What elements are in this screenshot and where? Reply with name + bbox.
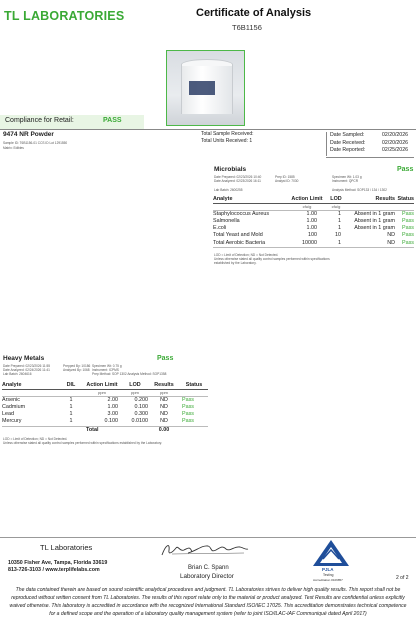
microbials-meta-right [332,175,387,192]
director-name: Brian C. Spann [188,565,229,571]
table-row [213,232,414,239]
col-header: LOD [330,196,342,202]
meta-line: Analysis Method: SOP133 / 134 / 1302 [332,188,387,192]
pjla-text: PJLA [322,567,334,572]
lod-cell: 1 [338,225,341,232]
status-cell: Pass [402,239,414,246]
result-cell: Absent in 1 gram [354,217,395,224]
footer-address: 10350 Fisher Ave, Tampa, Florida 33619 [8,560,108,566]
status-cell: Pass [402,232,414,239]
lod-cell: 0.300 [134,411,148,418]
pjla-accreditation: Accreditation #109857 [313,578,343,582]
product-name: 9474 NR Powder [3,131,54,138]
status-cell: Pass [182,403,194,410]
dil-cell: 1 [69,403,73,410]
director-title: Laboratory Director [180,573,234,580]
lod-cell: 10 [335,232,341,239]
result-cell: ND [160,403,168,410]
col-header: Action Limit [86,382,118,388]
metals-meta-mid [63,364,90,372]
table-header-row [2,382,208,390]
limit-cell: 1.00 [306,210,317,217]
note-line: established by the Laboratory. [214,261,257,265]
date-label: Date Sampled: [330,132,365,138]
microbials-table [213,196,414,248]
metals-grid [2,382,208,434]
col-header: Status [397,196,414,202]
note-line: LOD = Limit of Detection; ND = Not Detected. [3,437,68,441]
meta-line: Prepped By: 10186 [63,364,91,368]
status-cell: Pass [402,225,414,232]
microbials-status: Pass [397,166,414,173]
dates-table [330,132,408,155]
lod-cell: 0.200 [134,396,148,403]
meta-line: Date Analyzed: 02/24/2026 11:41 [3,368,50,372]
limit-cell: 1.00 [306,225,317,232]
analyte-cell: E.coli [213,225,227,232]
microbials-grid [213,196,414,248]
total-label: Total [86,426,99,433]
limit-cell: 3.00 [107,411,118,418]
col-header: Results [154,382,174,388]
sample-id: Sample ID: T6B1156-01 CCS ID Lot 1291550 [3,141,68,145]
col-header: DIL [66,382,76,388]
meta-line: Date Prepared: 02/23/2026 11:55 [3,364,51,368]
result-cell: ND [387,239,395,246]
meta-line: Instrument: QPCR [332,179,359,183]
unit-cell: cfu/g [302,204,312,210]
col-header: Status [185,382,203,388]
analyte-cell: Lead [2,411,14,418]
analyte-cell: Cadmium [2,403,26,410]
analyte-cell: Total Yeast and Mold [213,232,263,239]
table-row [213,210,414,218]
microbials-meta-left [214,175,261,192]
product-info-rule [0,129,416,130]
compliance-status: PASS [103,117,122,124]
page-title: Certificate of Analysis [196,7,312,19]
meta-line: Date Prepared: 02/23/2026 10:40 [214,175,262,179]
table-row [2,411,208,418]
date-value: 02/20/2026 [382,139,408,146]
meta-line: Date Analyzed: 02/23/2026 16:11 [214,179,261,183]
meta-line: Lab Batch: 2600255 [214,188,243,192]
status-cell: Pass [402,217,414,224]
analyte-cell: Salmonella [213,217,240,224]
product-jar-label [189,81,215,95]
date-label: Date Reported: [330,147,366,153]
dil-cell: 1 [69,411,73,418]
note-line: LOD = Limit of Detection; ND = Not Detected. [214,253,279,257]
matrix: Matrix: Edibles [3,146,24,150]
meta-line: Lab Batch: 2604616 [3,372,32,376]
col-header: Results [375,196,395,202]
meta-line: Prep ID: 1585 [275,175,295,179]
note-line: Unless otherwise stated all quality control samples performed within specifications established by the Laboratory. [3,441,163,445]
limit-cell: 0.100 [104,418,118,425]
meta-line: Specimen Wt: 1.03 g [332,175,362,179]
lab-logo-text: TL LABORATORIES [4,9,125,23]
meta-line: Prep Method: SOP 1302 Analysis Method: SOP1358 [92,372,167,376]
microbials-title: Microbials [214,166,247,173]
unit-cell: cfu/g [331,204,341,210]
note-line: Unless otherwise stated all quality control samples performed within specifications [214,257,330,261]
status-cell: Pass [182,411,194,418]
date-row [330,132,408,140]
limit-cell: 2.00 [107,396,118,403]
status-cell: Pass [182,418,194,425]
metals-notes [3,437,162,445]
footer-disclaimer: The data contained therein are based on sound scientific analytical procedures and judgment. TL Laboratories strives to deliver high quality results. This report shall not be reproduced without written consent from TL Laboratories. The results of this report relate only to the material or product analyzed. Test Results are confidential unless explicitly waived otherwise. This laboratory is accredited in accordance with the recognized International Standard ISO/IEC 17025. This accreditation demonstrates technical competence for a defined scope and the operation of a laboratory quality management system (refer to joint ISO/ILAC-IAF Communiqué dated April 2017) [9,587,407,617]
total-row [2,426,208,434]
footer-rule [0,537,416,538]
limit-cell: 10000 [302,239,317,246]
metals-table [2,382,208,434]
date-row [330,140,408,148]
microbials-meta-mid [275,175,298,183]
result-cell: Absent in 1 gram [354,210,395,217]
microbials-notes [214,253,330,265]
analyte-cell: Arsenic [2,396,20,403]
table-row [213,218,414,225]
metals-meta-right [92,364,166,376]
compliance-label: Compliance for Retail: [5,117,74,124]
table-row [2,418,208,426]
dil-cell: 1 [69,418,73,425]
total-value: 0.00 [158,426,170,433]
date-row [330,147,408,155]
metals-meta-left [3,364,50,376]
result-cell: ND [160,411,168,418]
unit-cell: ppm [98,390,106,396]
limit-cell: 1.00 [107,403,118,410]
total-units-received: Total Units Received: 1 [201,138,253,144]
lod-cell: 1 [338,239,341,246]
date-value: 02/20/2026 [382,132,408,138]
col-header: LOD [129,382,141,388]
meta-line: Analyzed By: 1068 [63,368,90,372]
analyte-cell: Total Aerobic Bacteria [213,239,266,246]
meta-line: Instrument: ICPMS [92,368,119,372]
lod-cell: 0.0100 [131,418,148,425]
product-image [166,50,245,126]
col-header: Analyte [213,196,233,202]
footer-lab-name: TL Laboratories [40,543,93,552]
total-sample-received: Total Sample Received: [201,131,254,137]
date-label: Date Received: [330,139,366,146]
col-header: Analyte [2,382,22,388]
certificate-id: T6B1156 [232,23,262,32]
meta-line: Analyst ID: 7030 [275,179,299,183]
result-cell: ND [160,396,168,403]
result-cell: Absent in 1 gram [354,225,395,232]
table-row [2,396,208,404]
unit-cell: ppm [160,390,168,396]
dates-rule [326,157,414,158]
dates-block [326,132,408,156]
limit-cell: 1.00 [306,217,317,224]
analyte-cell: Mercury [2,418,22,425]
metals-title: Heavy Metals [3,355,45,362]
result-cell: ND [387,232,395,239]
status-cell: Pass [402,210,414,217]
lod-cell: 1 [338,217,341,224]
director-signature [158,540,250,560]
table-row [2,404,208,411]
lod-cell: 0.100 [134,403,148,410]
metals-status: Pass [157,355,174,362]
table-row [213,225,414,232]
dil-cell: 1 [69,396,73,403]
pjla-sub: Testing [323,573,334,577]
limit-cell: 100 [308,232,317,239]
analyte-cell: Staphylococcus Aureus [213,210,270,217]
result-cell: ND [160,418,168,425]
status-cell: Pass [182,396,194,403]
table-row [213,240,414,248]
lod-cell: 1 [338,210,341,217]
date-value: 02/25/2026 [382,147,408,153]
page-number: 2 of 2 [396,575,409,581]
col-header: Action Limit [291,196,323,202]
table-header-row [213,196,414,204]
unit-cell: ppm [131,390,139,396]
footer-contact: 813-726-3103 / www.terplifelabs.com [8,567,100,573]
meta-line: Specimen Wt: 0.75 g [92,364,122,368]
